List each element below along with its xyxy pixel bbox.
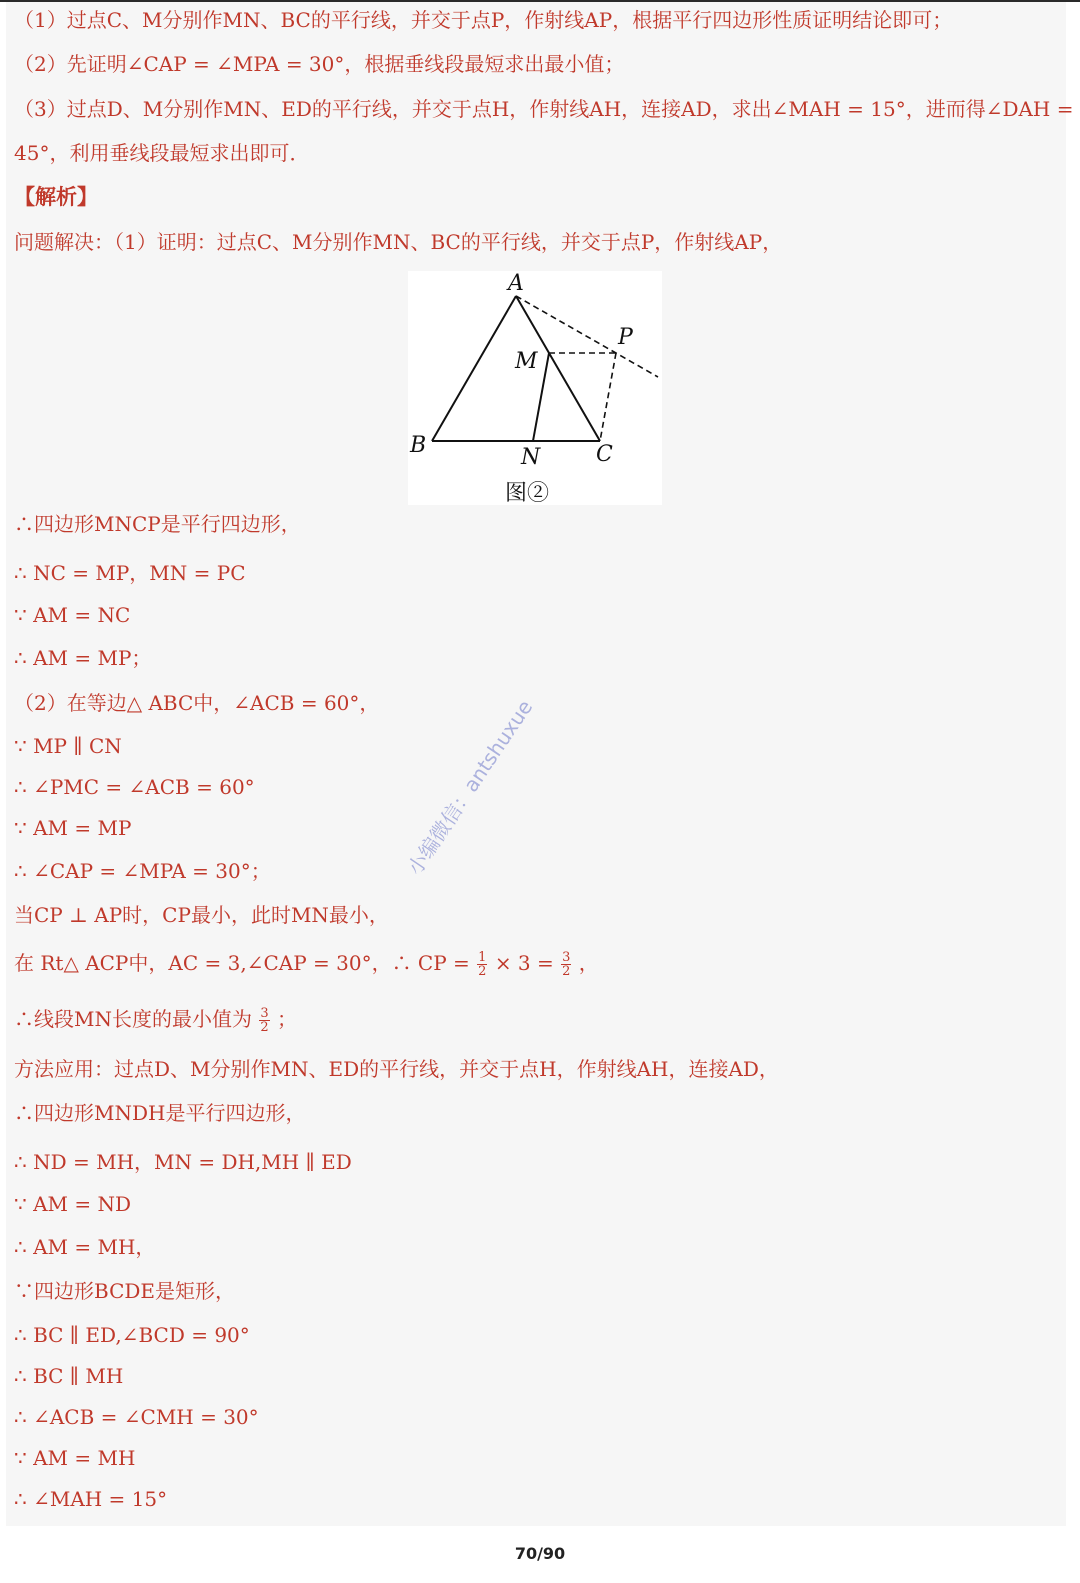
text-line: ∴ ∠CAP = ∠MPA = 30°； bbox=[14, 859, 271, 883]
text-line-with-fraction bbox=[14, 1006, 297, 1034]
vertex-label-C: C bbox=[596, 442, 613, 467]
text-line: ∴四边形MNCP是平行四边形， bbox=[14, 512, 301, 536]
text-line-with-fractions bbox=[14, 950, 599, 978]
page-number: 70/90 bbox=[514, 1544, 566, 1563]
document-page bbox=[6, 2, 1074, 1526]
section-heading: 【解析】 bbox=[14, 184, 98, 209]
geometry-figure bbox=[408, 271, 662, 505]
text-segment: ， bbox=[578, 951, 599, 975]
vertex-label-P: P bbox=[618, 325, 633, 350]
text-line: ∴ AM = MH， bbox=[14, 1235, 156, 1259]
text-line: 45°，利用垂线段最短求出即可． bbox=[14, 141, 310, 165]
text-line: ∵四边形BCDE是矩形， bbox=[14, 1279, 236, 1303]
vertex-label-A: A bbox=[508, 271, 524, 296]
fraction-denominator: 2 bbox=[260, 1020, 269, 1035]
text-line: （1）过点C、M分别作MN、BC的平行线，并交于点P，作射线AP，根据平行四边形性质证明结论即可； bbox=[14, 8, 953, 32]
watermark: 小编微信：antshuxue bbox=[402, 695, 538, 880]
text-line: ∵ AM = MP bbox=[14, 816, 132, 840]
text-line: ∴四边形MNDH是平行四边形， bbox=[14, 1101, 306, 1125]
text-line: （2）在等边△ ABC中，∠ACB = 60°， bbox=[14, 691, 380, 715]
figure-caption: 图② bbox=[505, 481, 550, 506]
text-line: ∵ AM = ND bbox=[14, 1192, 132, 1216]
fraction-numerator: 3 bbox=[260, 1006, 269, 1021]
fraction-numerator: 3 bbox=[562, 950, 571, 965]
fraction-three-halves bbox=[561, 951, 571, 978]
text-line: ∴ ∠MAH = 15° bbox=[14, 1487, 168, 1511]
text-line: ∴ NC = MP，MN = PC bbox=[14, 561, 246, 585]
fraction-min-value bbox=[259, 1007, 269, 1034]
text-line: ∴ BC ∥ MH bbox=[14, 1364, 124, 1388]
segment-PC bbox=[600, 353, 616, 441]
fraction-one-half bbox=[477, 951, 487, 978]
text-line: ∴ BC ∥ ED,∠BCD = 90° bbox=[14, 1323, 250, 1347]
text-line: ∴ ∠PMC = ∠ACB = 60° bbox=[14, 775, 255, 799]
vertex-label-B: B bbox=[410, 433, 427, 458]
text-segment: ∴线段MN长度的最小值为 bbox=[14, 1007, 252, 1031]
text-line: ∵ MP ∥ CN bbox=[14, 734, 122, 758]
text-line: ∴ AM = MP； bbox=[14, 646, 152, 670]
text-line: 问题解决：（1）证明：过点C、M分别作MN、BC的平行线，并交于点P，作射线AP， bbox=[14, 230, 783, 254]
fraction-denominator: 2 bbox=[478, 964, 487, 979]
text-line: ∵ AM = MH bbox=[14, 1446, 136, 1470]
text-line: ∴ ND = MH，MN = DH,MH ∥ ED bbox=[14, 1150, 352, 1174]
vertex-label-N: N bbox=[521, 445, 541, 470]
fraction-numerator: 1 bbox=[478, 950, 487, 965]
text-line: （3）过点D、M分别作MN、ED的平行线，并交于点H，作射线AH，连接AD，求出∠MAH = 15°，进而得∠DAH = bbox=[14, 97, 1074, 121]
text-line: 当CP ⊥ AP时，CP最小，此时MN最小， bbox=[14, 903, 389, 927]
text-line: ∴ ∠ACB = ∠CMH = 30° bbox=[14, 1405, 259, 1429]
text-segment: ； bbox=[276, 1007, 297, 1031]
fraction-denominator: 2 bbox=[562, 964, 571, 979]
text-line: （2）先证明∠CAP = ∠MPA = 30°，根据垂线段最短求出最小值； bbox=[14, 52, 625, 76]
text-line: ∵ AM = NC bbox=[14, 603, 131, 627]
text-segment: 在 Rt△ ACP中，AC = 3,∠CAP = 30°，∴ CP = bbox=[14, 951, 470, 975]
text-segment: × 3 = bbox=[494, 951, 554, 975]
vertex-label-M: M bbox=[515, 349, 538, 374]
segment-AB bbox=[432, 296, 516, 441]
text-line: 方法应用：过点D、M分别作MN、ED的平行线，并交于点H，作射线AH，连接AD， bbox=[14, 1057, 779, 1081]
